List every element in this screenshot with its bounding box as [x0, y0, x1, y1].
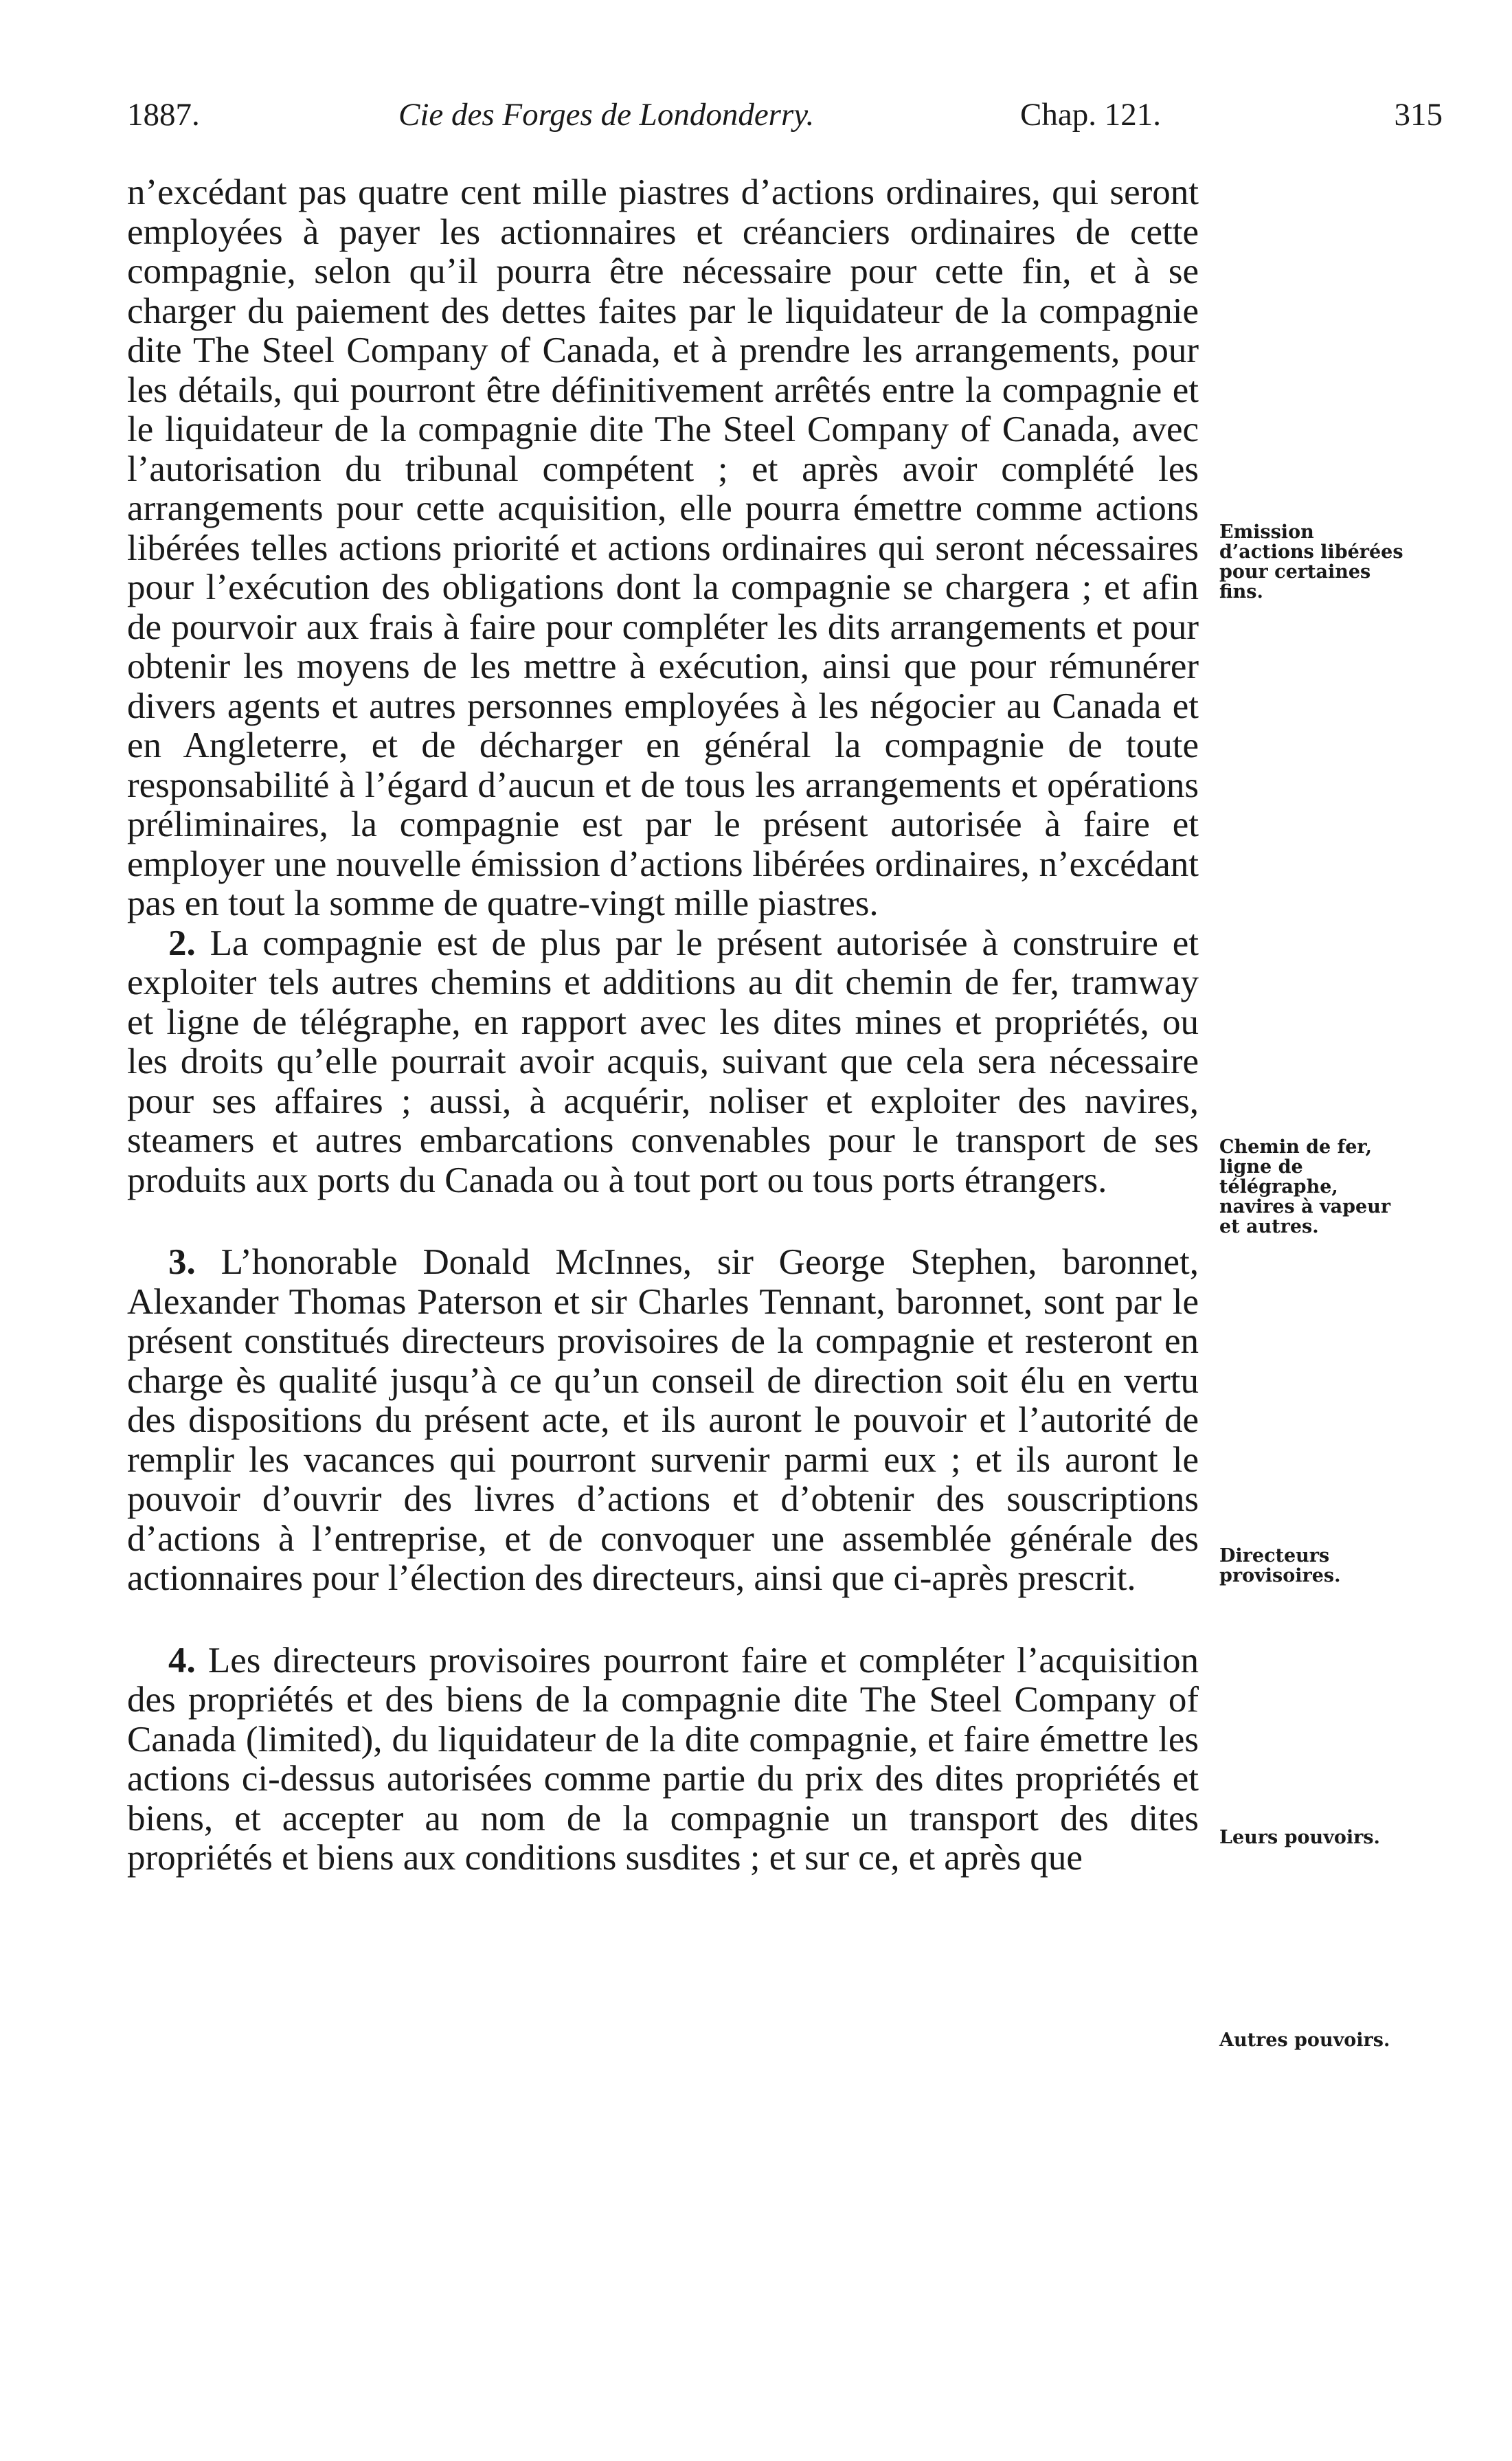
section-number: 2. [168, 923, 196, 963]
margin-note-railway: Chemin de fer, ligne de télégraphe, navires à vapeur et autres. [1219, 1136, 1391, 1237]
paragraph-continuation [127, 173, 1199, 924]
section-2 [127, 924, 1199, 1201]
section-3 [127, 1243, 1199, 1599]
margin-note-emission: Emission d’actions libérées pour certaines fins. [1219, 521, 1403, 603]
paragraph-text: Les directeurs provisoires pourront faire et compléter l’acquisition des propriétés et des biens de la compagnie dite The Steel Company of Canada (limited), du liquidateur de la dite compagnie, et faire émettre les actions ci-dessus autorisées comme partie du prix des dites propriétés et biens, et accepter au nom de la compagnie un transport des dites propriétés et biens aux conditions susdites ; et sur ce, et après que [127, 1640, 1199, 1878]
paragraph-text: La compagnie est de plus par le présent autorisée à construire et exploiter tels autres chemins et additions au dit chemin de fer, tramway et ligne de télégraphe, en rapport avec les dites mines et propriétés, ou les droits qu’elle pourrait avoir acquis, suivant que cela sera nécessaire pour ses affaires ; aussi, à acquérir, noliser et exploiter des navires, steamers et autres embarcations convenables pour le transport de ses produits aux ports du Canada ou à tout port ou tous ports étrangers. [127, 923, 1199, 1200]
header-year: 1887. [127, 97, 200, 133]
running-header [127, 96, 1443, 137]
margin-note-powers: Leurs pouvoirs. [1219, 1827, 1380, 1848]
header-title: Cie des Forges de Londonderry. [398, 97, 815, 133]
paragraph-text: n’excédant pas quatre cent mille piastres d’actions ordinaires, qui seront employées à payer les actionnaires et créanciers ordinaires de cette compagnie, selon qu’il pourra être nécessaire pour cette fin, et à se charger du paiement des dettes faites par le liquidateur de la compagnie dite The Steel Company of Canada, et à prendre les arrangements, pour les détails, qui pourront être définitivement arrêtés entre la compagnie et le liquidateur de la compagnie dite The Steel Company of Canada, avec l’autorisation du tribunal compétent ; et après avoir complété les arrangements pour cette acquisition, elle pourra émettre comme actions libérées telles actions priorité et actions ordinaires qui seront nécessaires pour l’exécution des obligations dont la compagnie se chargera ; et afin de pourvoir aux frais à faire pour compléter les dits arrangements et pour obtenir les moyens de les mettre à exécution, ainsi que pour rémunérer divers agents et autres personnes employées à les négocier au Canada et en Angleterre, et de décharger en général la compagnie de toute responsabilité à l’égard d’aucun et de tous les arrangements et opérations préliminaires, la compagnie est par le présent autorisée à faire et employer une nouvelle émission d’actions libérées ordinaires, n’excédant pas en tout la somme de quatre-vingt mille piastres. [127, 172, 1199, 923]
page-number: 315 [1394, 97, 1443, 133]
margin-note-other-powers: Autres pouvoirs. [1219, 2030, 1390, 2051]
section-number: 4. [168, 1640, 196, 1681]
margin-note-directors: Directeurs provisoires. [1219, 1545, 1341, 1586]
header-chapter: Chap. 121. [1020, 97, 1161, 133]
section-number: 3. [168, 1242, 196, 1282]
body-text [127, 173, 1199, 1878]
section-4 [127, 1641, 1199, 1878]
paragraph-text: L’honorable Donald McInnes, sir George Stephen, baronnet, Alexander Thomas Paterson et sir Charles Tennant, baronnet, sont par le présent constitués directeurs provisoires de la compagnie et resteront en charge ès qualité jusqu’à ce qu’un conseil de direction soit élu en vertu des dispositions du présent acte, et ils auront le pouvoir et l’autorité de remplir les vacances qui pourront survenir parmi eux ; et ils auront le pouvoir d’ouvrir des livres d’actions et d’obtenir des souscriptions d’actions à l’entreprise, et de convoquer une assemblée générale des actionnaires pour l’élection des directeurs, ainsi que ci-après prescrit. [127, 1242, 1199, 1598]
